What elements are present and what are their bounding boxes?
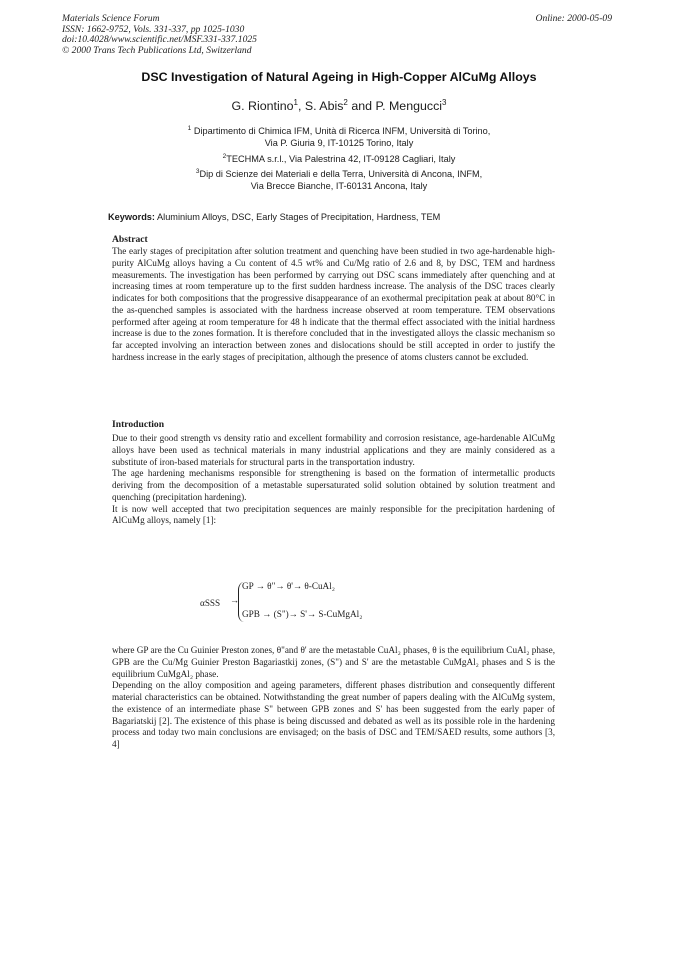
formula-start: αSSS <box>200 598 221 608</box>
keywords-text: Aluminium Alloys, DSC, Early Stages of Precipitation, Hardness, TEM <box>157 212 441 222</box>
doi-line: doi:10.4028/www.scientific.net/MSF.331-337.1025 <box>62 34 257 46</box>
introduction-heading: Introduction <box>112 419 165 430</box>
affiliation-line: Via Brecce Bianche, IT-60131 Ancona, Italy <box>250 181 428 192</box>
paragraph: Due to their good strength vs density ratio and excellent formability and corrosion resistance, age-hardenable AlCuMg alloys have been used as technical materials in many industrial applications and they are mainly considered as a substitute of iron-based materials for structural parts in the transportation industry. <box>112 433 555 467</box>
formula-sequence: GP → θ"→ θ'→ θ-CuAl₂ <box>242 581 335 591</box>
copyright-line: © 2000 Trans Tech Publications Ltd, Switzerland <box>62 44 252 56</box>
paragraph: where GP are the Cu Guinier Preston zones, θ"and θ' are the metastable CuAl₂ phases, θ is the equilibrium CuAl₂ phase, GPB are the Cu/Mg Guinier Preston Bagariastkij zones, (S") and S' are the metastable CuMgAl₂ phases and S is the equilibrium CuMgAl₂ phase. <box>112 645 555 679</box>
paragraph: The age hardening mechanisms responsible for strengthening is based on the formation of intermetallic products deriving from the decomposition of a metastable supersaturated solid solution obtained by solution treatment and quenching (precipitation hardening). <box>112 468 555 502</box>
author-mark: 3 <box>442 98 447 107</box>
author-name: P. Mengucci <box>375 99 443 114</box>
arrow-icon: → <box>230 595 239 605</box>
affiliation-line: Dipartimento di Chimica IFM, Unità di Ricerca INFM, Università di Torino, <box>193 126 491 137</box>
abstract-text: The early stages of precipitation after solution treatment and quenching have been studied in two age-hardenable high-purity AlCuMg alloys having a Cu content of 4.5 wt% and Cu/Mg ratio of 2.6 and 8, by DSC, TEM and hardness measurements. The investigation has been performed by carrying out DSC scans immediately after quenching and at increasing times at room temperature up to the first sudden hardness increase. The analysis of the DSC traces clearly indicates for both compositions that the progressive disappearance of an exothermal precipitation peak at about 80°C in the as-quenched samples is associated with the hardness increase observed at room temperature. TEM observations performed after ageing at room temperature for 48 h indicate that the thermal effect associated with the initial hardness increase is due to the zones formation. It is therefore concluded that in the investigated alloys the classic mechanism so far accepted involving an interaction between zones and dislocations should be still accepted in order to justify the hardness increase in the early stages of precipitation, although the presence of atoms clusters cannot be excluded. <box>112 246 555 362</box>
keywords-label: Keywords: <box>108 212 155 222</box>
affiliation-line: TECHMA s.r.l., Via Palestrina 42, IT-09128 Cagliari, Italy <box>226 154 456 165</box>
author-name: G. Riontino <box>231 99 294 114</box>
paper-title: DSC Investigation of Natural Ageing in High-Copper AlCuMg Alloys <box>141 70 537 84</box>
precipitation-sequence-formula <box>200 580 500 630</box>
author-mark: 2 <box>343 98 348 107</box>
keywords <box>108 212 440 222</box>
introduction-text <box>112 433 555 527</box>
affiliation-line: Dip di Scienze dei Materiali e della Terra, Università di Ancona, INFM, <box>199 169 483 180</box>
affiliation-mark: 1 <box>187 125 192 132</box>
affiliation-line: Via P. Giuria 9, IT-10125 Torino, Italy <box>264 138 414 149</box>
paragraph: Depending on the alloy composition and ageing parameters, different phases distribution and consequently different material characteristics can be obtained. Notwithstanding the great number of papers dealing with the AlCuMg system, the existence of an intermediate phase S" between GPB zones and S' has been suggested from the early paper of Bagariatskij [2]. The existence of this phase is being discussed and debated as well as its possible role in the hardening process and today two main conclusions are envisaged; on the basis of DSC and TEM/SAED results, some authors [3, 4] <box>112 680 555 749</box>
issn-line: ISSN: 1662-9752, Vols. 331-337, pp 1025-1030 <box>62 23 245 35</box>
journal-header <box>62 14 257 56</box>
abstract-heading: Abstract <box>112 234 148 245</box>
affiliation <box>0 166 678 193</box>
author-list <box>0 98 678 113</box>
online-date: Online: 2000-05-09 <box>535 13 612 24</box>
author-separator: and <box>347 99 376 114</box>
paragraph: It is now well accepted that two precipitation sequences are mainly responsible for the precipitation hardening of AlCuMg alloys, namely [1]: <box>112 503 555 526</box>
author-separator: , <box>297 99 305 114</box>
formula-sequence: GPB → (S")→ S'→ S-CuMgAl₂ <box>242 609 363 619</box>
affiliation-mark: 2 <box>222 153 227 160</box>
introduction-text-continued <box>112 645 555 751</box>
affiliation <box>0 123 678 150</box>
author-name: S. Abis <box>304 99 344 114</box>
journal-name: Materials Science Forum <box>62 13 160 24</box>
affiliation <box>0 151 678 165</box>
affiliation-mark: 3 <box>195 168 200 175</box>
author-mark: 1 <box>293 98 298 107</box>
